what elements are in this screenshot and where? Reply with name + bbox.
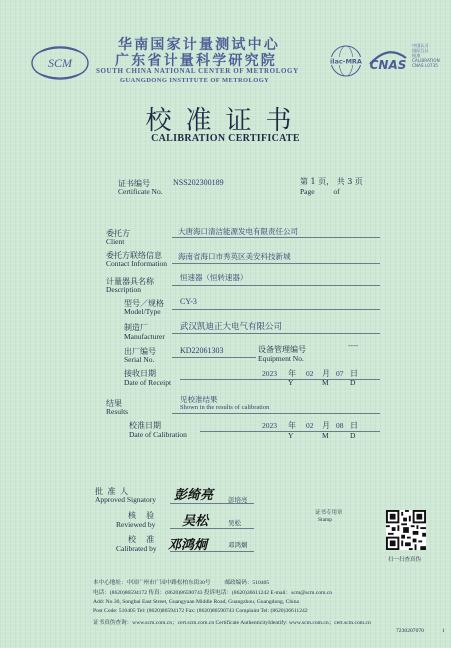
contact-value: 海南省海口市秀英区美安科技新城 [178,252,291,261]
model-value: CY-3 [180,297,197,306]
approved-underline [170,503,254,504]
footer-address-en: Add: No.30, Songbai East Street, Guangyuan Middle Road, Guangzhou, Guangdong, China [93,599,300,605]
calibrated-label-en: Calibrated by [116,544,157,553]
cnas-logo [366,42,410,78]
calib-date-label-cn: 校准日期 [129,421,161,430]
receipt-year: 2023 [262,369,277,378]
cert-no-label-en: Certificate No. [118,187,163,196]
scm-logo [30,44,90,82]
results-value-en: Shown in the results of calibration [180,404,270,411]
calibrated-underline [170,551,254,552]
calib-day-cn: 日 [350,421,358,430]
approved-signature: 彭绮亮 [174,488,214,503]
manufacturer-label-en: Manufacturer [124,332,165,341]
institute-name-en-2: GUANGDONG INSTITUTE OF METROLOGY [120,77,270,84]
calib-year: 2023 [262,421,277,430]
qr-code-icon [386,510,426,550]
institute-name-cn-1: 华南国家计量测试中心 [118,37,280,53]
description-label-en: Description [106,285,141,294]
equipment-label-en: Equipment No. [258,354,304,363]
stamp-label-cn: 证书专用章 [315,510,343,516]
institute-name-en-1: SOUTH CHINA NATIONAL CENTER OF METROLOGY [96,67,299,75]
serial-label-cn: 出厂编号 [124,347,156,356]
title-cn: 校准证书 [145,106,306,136]
serial-underline [172,357,256,358]
qr-caption: 扫一扫查真伪 [388,557,422,563]
receipt-day: 07 [336,369,344,378]
calib-day: 08 [336,421,344,430]
cert-no-value: NSS202300189 [173,178,224,187]
reviewed-label-en: Reviewed by [116,520,156,529]
model-underline [172,309,380,310]
scm-logo-text: SCM [48,56,72,70]
receipt-y: Y [288,378,294,387]
manufacturer-underline [172,333,380,334]
ilac-text: ilac-MRA [330,57,362,66]
calib-month: 02 [306,421,314,430]
stamp-label-en: Stamp [318,517,333,523]
description-label-cn: 计量器具名称 [106,277,154,286]
receipt-label-cn: 接收日期 [124,369,156,378]
footer-verify: 证书真伪查询：www.scm.com.cn；cert.scm.com.cn Certificate AuthenticityIdentify: www.scm.com.cn；cert.scm.com.cn [93,620,371,626]
calib-m: M [322,431,329,440]
approved-label-en: Approved Signatory [95,495,157,504]
description-value: 恒速器（恒转速器） [180,273,248,282]
description-underline [172,285,380,286]
contact-label-en: Contact Information [106,259,168,268]
calib-date-label-en: Date of Calibration [129,430,187,439]
title-en: CALIBRATION CERTIFICATE [151,133,300,144]
client-label-cn: 委托方 [106,229,130,238]
manufacturer-label-cn: 制造厂 [124,323,148,332]
calibrated-signature: 邓鸿炯 [168,538,208,553]
equipment-value: ---- [348,341,359,350]
receipt-month: 02 [306,369,314,378]
footer-code: 7230207070 [396,628,424,634]
calib-d: D [350,431,356,440]
institute-name-cn-2: 广东省计量科学研究院 [115,53,277,69]
model-label-en: Model/Type [124,307,161,316]
receipt-year-cn: 年 [288,369,296,378]
results-label-cn: 结果 [106,399,122,408]
serial-value: KD22061303 [180,346,224,355]
contact-label-cn: 委托方联络信息 [106,251,162,260]
footer-address-cn: 本中心地址：中国广州市广园中路松柏东街30号 邮政编码：510405 [93,580,270,586]
reviewed-underline [170,528,254,529]
calib-year-cn: 年 [288,421,296,430]
approved-name: 彭培亮 [228,496,248,504]
calib-y: Y [288,431,294,440]
cert-no-label-cn: 证书编号 [118,179,150,188]
reviewed-label-cn: 核 验 [128,511,155,520]
results-underline [172,413,380,414]
contact-underline [172,263,380,264]
footer-phone-cn: 电话：(8620)86594172 传真：(8620)86590743 投诉电话：(8620)36611242 E-mail：scm@scm.com.cn [93,590,333,596]
cnas-side-text: 中国认可 国际互认 校准 CALIBRATION CNAS L0735 [412,43,440,68]
reviewed-name: 吴松 [228,519,241,527]
receipt-m: M [322,378,329,387]
results-value-cn: 见校准结果 [180,395,218,404]
client-underline [172,237,380,238]
manufacturer-value: 武汉凯迪正大电气有限公司 [180,322,283,332]
client-label-en: Client [106,237,125,246]
ilac-mra-logo [328,44,364,78]
client-value: 大唐海口清洁能源发电有限责任公司 [178,227,298,236]
page-count-en: Page of [300,187,340,196]
footer-phone-en: Post Code: 510405 Tel: (8620)86594172 Fax: (8620)86590743 Complaint Tel: (8620)36611242 [93,608,308,614]
page-count-cn: 第 1 页， 共 3 页 [300,177,363,186]
calibrated-name: 邓鸿炯 [228,541,248,549]
footer-page-number: 1 [442,628,445,634]
results-label-en: Results [106,407,129,416]
equipment-label-cn: 设备管理编号 [258,345,306,354]
calib-month-cn: 月 [322,421,330,430]
reviewed-signature: 吴松 [182,514,209,529]
serial-label-en: Serial No. [124,355,155,364]
approved-label-cn: 批 准 人 [95,487,130,496]
receipt-label-en: Date of Receipt [124,378,172,387]
cnas-text: CNAS [369,58,407,72]
receipt-d: D [350,378,356,387]
model-label-cn: 型号／规格 [124,299,164,308]
receipt-day-cn: 日 [350,369,358,378]
receipt-month-cn: 月 [322,369,330,378]
calibrated-label-cn: 校 准 [128,535,155,544]
